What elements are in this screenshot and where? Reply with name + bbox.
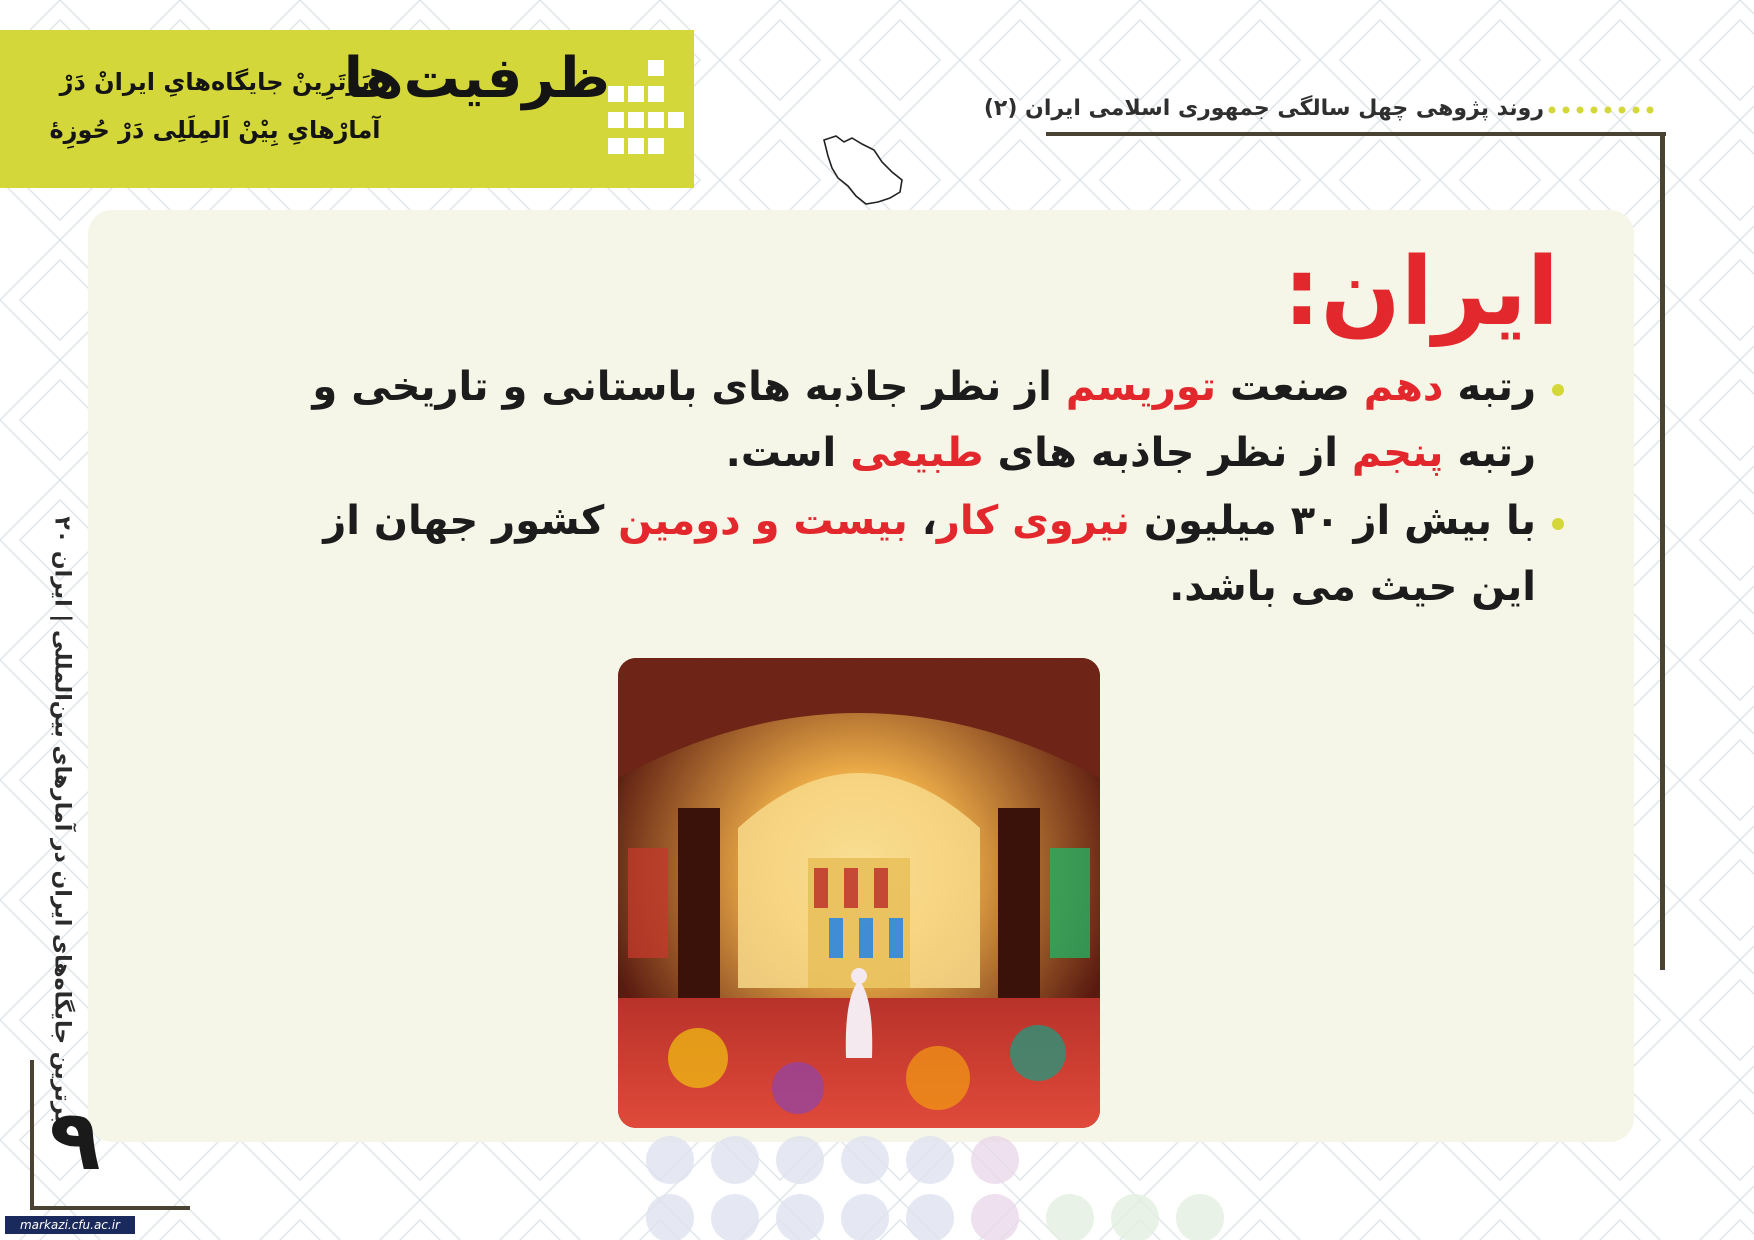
side-label-text: برترین جایگاه‌های ایران در آمارهای بین‌المللی | ایران ۲۰ bbox=[49, 516, 75, 1124]
highlight-span: بیست و دومین bbox=[618, 498, 908, 544]
content-heading: ایران: bbox=[1282, 238, 1559, 347]
page-number: ۹ bbox=[49, 1091, 101, 1189]
left-frame-horizontal bbox=[30, 1206, 190, 1210]
text-span: است. bbox=[725, 430, 851, 476]
header-subtitle bbox=[20, 58, 410, 154]
grid-squares-icon bbox=[608, 60, 684, 155]
text-span: از نظر جاذبه های bbox=[983, 430, 1352, 476]
bullet-item-1 bbox=[264, 354, 1564, 486]
decorative-dots bbox=[640, 1130, 1240, 1240]
header-subtitle-line1: بَرتَرِینْ جایگاه‌هایِ ایرانْ دَرْ bbox=[59, 68, 371, 96]
text-span: صنعت bbox=[1216, 364, 1364, 410]
iran-map-outline-icon bbox=[818, 132, 906, 208]
frame-line-horizontal bbox=[1046, 132, 1666, 136]
side-vertical-label bbox=[44, 510, 80, 1130]
text-span: کشور جهان از این حیث می باشد. bbox=[323, 498, 1536, 610]
highlight-span: طبیعی bbox=[850, 430, 984, 476]
highlight-span: توریسم bbox=[1065, 364, 1217, 410]
text-span: ، bbox=[907, 498, 937, 544]
left-frame-vertical bbox=[30, 1060, 34, 1210]
highlight-span: دهم bbox=[1363, 364, 1444, 410]
bullet-list bbox=[264, 354, 1564, 622]
dotted-separator bbox=[1548, 106, 1664, 114]
highlight-span: پنجم bbox=[1351, 430, 1444, 476]
header-title: ظرفیت‌ها bbox=[343, 46, 610, 111]
watermark: markazi.cfu.ac.ir bbox=[5, 1216, 135, 1234]
frame-line-vertical bbox=[1660, 132, 1665, 970]
text-span: از نظر جاذبه های باستانی و تاریخی و رتبه bbox=[312, 364, 1536, 476]
highlight-span: نیروی کار bbox=[936, 498, 1130, 544]
header-subtitle-line2: آمارْهایِ بِیْنْ اَلمِلَلِی دَرْ حُوزِهٔ bbox=[49, 116, 381, 144]
text-span: با بیش از ۳۰ میلیون bbox=[1129, 498, 1536, 544]
bullet-item-2 bbox=[264, 488, 1564, 620]
text-span: رتبه bbox=[1443, 364, 1536, 410]
mosque-interior-photo bbox=[618, 658, 1100, 1128]
series-label: روند پژوهی چهل سالگی جمهوری اسلامی ایران (۲) bbox=[983, 96, 1544, 121]
